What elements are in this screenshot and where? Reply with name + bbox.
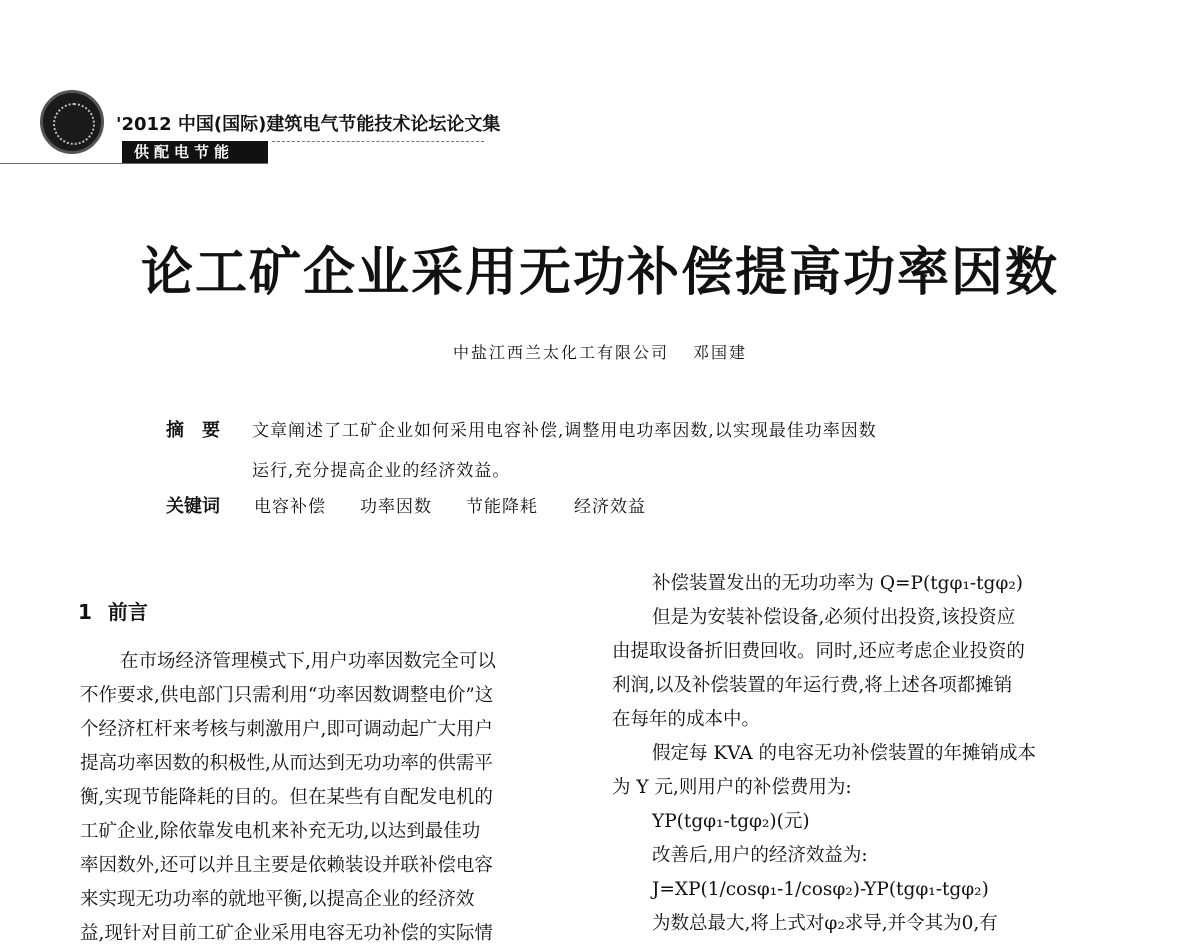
keyword: 经济效益 (574, 497, 646, 517)
keywords-label: 关键词 (166, 496, 220, 517)
body-line: 衡,实现节能降耗的目的。但在某些有自配发电机的 (80, 787, 493, 808)
body-line: 补偿装置发出的无功功率为 Q=P(tgφ₁-tgφ₂) (652, 573, 1023, 594)
author-name: 邓国建 (693, 343, 748, 362)
body-line: 工矿企业,除依靠发电机来补充无功,以达到最佳功 (80, 821, 481, 842)
body-line: 但是为安装补偿设备,必须付出投资,该投资应 (652, 607, 1016, 628)
body-line: 益,现针对目前工矿企业采用电容无功补偿的实际情 (80, 923, 493, 944)
body-line: 为数总最大,将上式对φ₂求导,并令其为0,有 (652, 913, 998, 934)
body-line: 为 Y 元,则用户的补偿费用为: (612, 777, 852, 798)
body-line: 不作要求,供电部门只需利用“功率因数调整电价”这 (80, 685, 494, 706)
keyword: 功率因数 (360, 497, 432, 517)
section-title: 前言 (107, 600, 148, 624)
keyword: 电容补偿 (254, 497, 326, 517)
forum-seal-logo (40, 90, 104, 154)
body-line: 由提取设备折旧费回收。同时,还应考虑企业投资的 (612, 641, 1025, 662)
body-line: 在每年的成本中。 (612, 709, 761, 730)
body-line: 来实现无功功率的就地平衡,以提高企业的经济效 (80, 889, 475, 910)
section-badge: 供配电节能 (122, 141, 268, 163)
body-line: 提高功率因数的积极性,从而达到无功功率的供需平 (80, 753, 493, 774)
header-rule (0, 163, 268, 164)
abstract-line: 运行,充分提高企业的经济效益。 (252, 461, 511, 481)
author-line (0, 340, 1200, 363)
affiliation: 中盐江西兰太化工有限公司 (452, 343, 669, 362)
formula-line: YP(tgφ₁-tgφ₂)(元) (652, 811, 810, 832)
abstract-line: 文章阐述了工矿企业如何采用电容补偿,调整用电功率因数,以实现最佳功率因数 (252, 421, 877, 441)
body-line: 个经济杠杆来考核与刺激用户,即可调动起广大用户 (80, 719, 493, 740)
body-line: 改善后,用户的经济效益为: (652, 845, 868, 866)
paper-title: 论工矿企业采用无功补偿提高功率因数 (140, 243, 1059, 303)
body-line: 在市场经济管理模式下,用户功率因数完全可以 (120, 651, 496, 672)
body-line: 率因数外,还可以并且主要是依赖装设并联补偿电容 (80, 855, 493, 876)
formula-line: J=XP(1/cosφ₁-1/cosφ₂)-YP(tgφ₁-tgφ₂) (652, 879, 989, 900)
body-line: 假定每 KVA 的电容无功补偿装置的年摊销成本 (652, 743, 1037, 764)
body-line: 利润,以及补偿装置的年运行费,将上述各项都摊销 (612, 675, 1013, 696)
series-title: '2012 中国(国际)建筑电气节能技术论坛论文集 (116, 114, 501, 135)
section-number: 1 (78, 600, 92, 624)
keyword: 节能降耗 (466, 497, 538, 517)
header-dashed-rule (272, 141, 484, 142)
abstract-label: 摘 要 (166, 420, 220, 441)
section-heading (78, 596, 148, 625)
